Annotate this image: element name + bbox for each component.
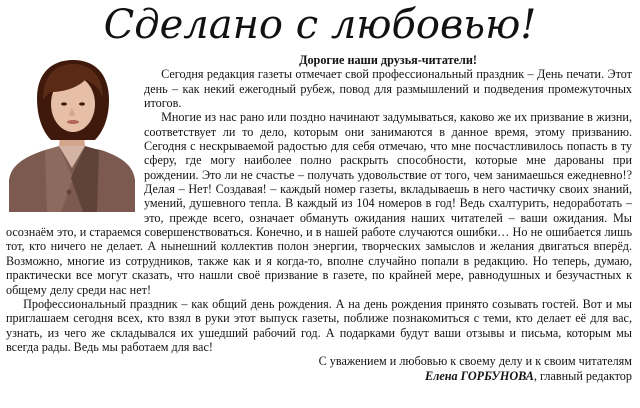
signature-line <box>6 369 632 383</box>
article-headline: Сделано с любовью! <box>103 2 537 48</box>
paragraph-calling: Многие из нас рано или поздно начинают задумываться, каково же их призвание в жизни, соответствует ли то дело, которым они занимаются в данное время, этому призванию. Сегодня с нескрываемой радостью для себя отмечаю, что мне посчастливилось попасть в ту сферу, где могу наиболее полно раскрыть способности, которые мне дарованы при рождении. Это ли не счастье – получать удовольствие от того, чем занимаешься ежедневно!? Делая – Нет! Создавая! – каждый номер газеты, вкладываешь в него частичку своих знаний, умений, душевного тепла. В каждый из 104 номеров в год! Ведь схалтурить, недоработать – это, прежде всего, означает обмануть ожидания наших читателей – ваши ожидания. Мы осознаём это, и стараемся совершенствоваться. Конечно, и в нашей работе случаются ошибки… Но не ошибается лишь тот, кто ничего не делает. А нынешний коллектив полон энергии, творческих замыслов и желания двигаться вперёд. Возможно, многие из сотрудников, также как и я когда-то, вполне случайно попали в редакцию. Но теперь, думаю, практически все могут сказать, что нашли своё призвание в газете, по крайней мере, равнодушных и безучастных к общему делу среди нас нет! <box>6 110 632 297</box>
paragraph-celebration: Профессиональный праздник – как общий день рождения. А на день рождения принято созывать гостей. Вот и мы приглашаем сегодня всех, кто взял в руки этот выпуск газеты, поближе познакомиться с теми, кто делает её для вас, узнать, из чего же складывался их ушедший рабочий год. А подарками будут ваши отзывы и письма, которым мы всегда рады. Ведь мы работаем для вас! <box>6 296 632 354</box>
editor-name: Елена ГОРБУНОВА <box>424 368 534 383</box>
article-body <box>6 53 632 383</box>
paragraph-intro: Сегодня редакция газеты отмечает свой профессиональный праздник – День печати. Этот день – как некий ежегодный рубеж, повод для размышлений и подведения промежуточных итогов. <box>144 67 632 111</box>
editor-role: , главный редактор <box>533 368 632 383</box>
signature-closing: С уважением и любовью к своему делу и к своим читателям <box>318 354 632 369</box>
article-greeting: Дорогие наши друзья-читатели! <box>299 53 477 67</box>
photo-space <box>6 53 144 215</box>
